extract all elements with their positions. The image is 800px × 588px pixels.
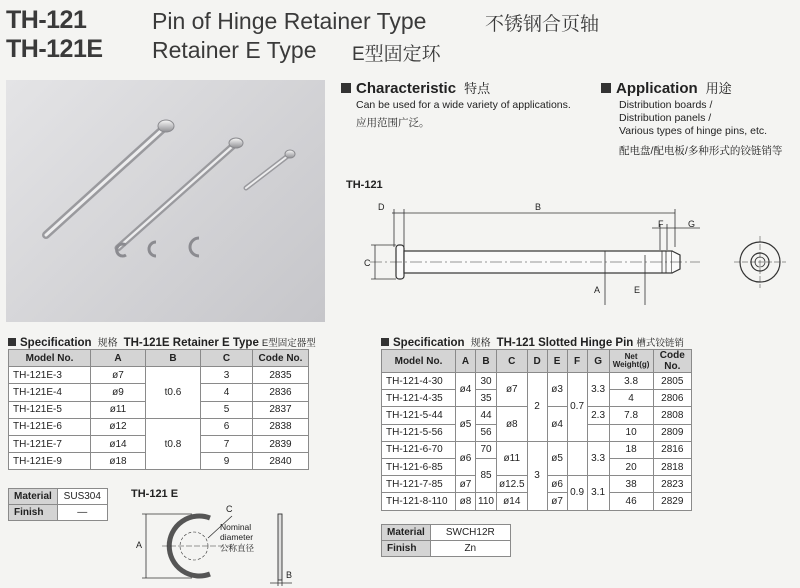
nominal-label-cn: 公称直径	[220, 543, 255, 553]
header-title-th121e: Retainer E Type	[152, 37, 317, 63]
dim-f-label: F	[658, 219, 664, 229]
table-row: TH-121-8-110 ø8 110 ø14 ø7 46 2829	[382, 493, 692, 510]
table-row: TH-121-5-44 ø5 44 ø8 ø4 2.3 7.8 2808	[382, 407, 692, 424]
col-header: D	[527, 350, 547, 373]
col-header: F	[567, 350, 587, 373]
material-table-hinge-pin	[381, 524, 511, 557]
col-header: E	[547, 350, 567, 373]
col-header: Code No.	[653, 350, 691, 373]
dim-c-label: C	[364, 258, 371, 268]
finish-value: Zn	[430, 541, 510, 557]
application-line-1: Distribution boards /	[619, 99, 713, 111]
table-row: TH-121-6-85 85 20 2818	[382, 458, 692, 475]
characteristic-text-en: Can be used for a wide variety of applications.	[356, 99, 571, 111]
table-row: TH-121-7-85 ø7 ø12.5 ø6 0.9 3.1 38 2823	[382, 476, 692, 493]
col-header: Code No.	[253, 350, 309, 367]
finish-value: —	[57, 505, 107, 521]
spec-table-hinge-pin	[381, 349, 692, 511]
table-row: TH-121E-7 ø14 7 2839	[9, 435, 309, 452]
col-header: C	[497, 350, 528, 373]
table-row: TH-121E-4 ø9 4 2836	[9, 384, 309, 401]
spec-table-e-ring	[8, 349, 309, 470]
characteristic-text-cn: 应用范围广泛。	[356, 117, 430, 129]
table-row: TH-121E-9 ø18 9 2840	[9, 453, 309, 470]
table-row: TH-121-5-56 56 10 2809	[382, 424, 692, 441]
col-header: B	[476, 350, 497, 373]
col-header: G	[587, 350, 609, 373]
material-label: Material	[382, 525, 431, 541]
nominal-label-1: Nominal	[220, 522, 252, 532]
finish-label: Finish	[9, 505, 58, 521]
col-header: Model No.	[382, 350, 456, 373]
header-code-th121e: TH-121E	[6, 35, 103, 63]
finish-label: Finish	[382, 541, 431, 557]
drawing-label-th121e: TH-121 E	[131, 488, 179, 500]
header-title-cn-th121: 不锈钢合页轴	[485, 14, 600, 35]
dim-b-e-label: B	[286, 570, 293, 580]
table-row: TH-121E-3 ø7 t0.6 3 2835	[9, 367, 309, 384]
material-label: Material	[9, 489, 58, 505]
table-row: TH-121E-5 ø11 5 2837	[9, 401, 309, 418]
short-pin-image	[246, 150, 295, 188]
spec-e-heading: Specification 规格 TH-121E Retainer E Type E型固定器型	[8, 334, 316, 349]
dim-c-e-label: C	[226, 504, 233, 514]
characteristic-heading: Characteristic 特点	[341, 78, 490, 97]
col-header: A	[91, 350, 146, 367]
col-header: C	[201, 350, 253, 367]
application-line-2: Distribution panels /	[619, 112, 712, 124]
drawing-label-th121: TH-121	[346, 179, 383, 191]
product-photo	[6, 80, 325, 322]
application-line-3: Various types of hinge pins, etc.	[619, 125, 768, 137]
header-title-th121: Pin of Hinge Retainer Type	[152, 8, 427, 34]
application-heading: Application 用途	[601, 78, 732, 97]
pin-technical-drawing	[330, 195, 800, 325]
col-header: A	[456, 350, 476, 373]
spec-pin-heading: Specification 规格 TH-121 Slotted Hinge Pin 槽式铰链销	[381, 334, 684, 349]
header-code-th121: TH-121	[6, 6, 87, 34]
material-table-e-ring	[8, 488, 108, 521]
dim-a-e-label: A	[136, 540, 143, 550]
e-ring-technical-drawing	[132, 498, 312, 588]
dim-e-label: E	[634, 285, 641, 295]
dim-d-label: D	[378, 202, 385, 212]
dim-a-label: A	[594, 285, 601, 295]
col-header: Model No.	[9, 350, 91, 367]
table-row: TH-121-6-70 ø6 70 ø11 3 ø5 3.3 18 2816	[382, 441, 692, 458]
header-title-cn-th121e: E型固定环	[352, 44, 441, 65]
table-row: TH-121-4-30 ø4 30 ø7 2 ø3 0.7 3.3 3.8 2805	[382, 373, 692, 390]
dim-b-label: B	[535, 202, 542, 212]
table-row: TH-121E-6 ø12 t0.8 6 2838	[9, 418, 309, 435]
material-value: SUS304	[57, 489, 107, 505]
col-header: B	[146, 350, 201, 367]
col-header: Net Weight(g)	[609, 350, 653, 373]
material-value: SWCH12R	[430, 525, 510, 541]
application-text-cn: 配电盘/配电板/多种形式的铰链销等	[619, 145, 783, 157]
table-row: TH-121-4-35 35 4 2806	[382, 390, 692, 407]
dim-g-label: G	[688, 219, 696, 229]
nominal-label-2: diameter	[220, 532, 254, 542]
